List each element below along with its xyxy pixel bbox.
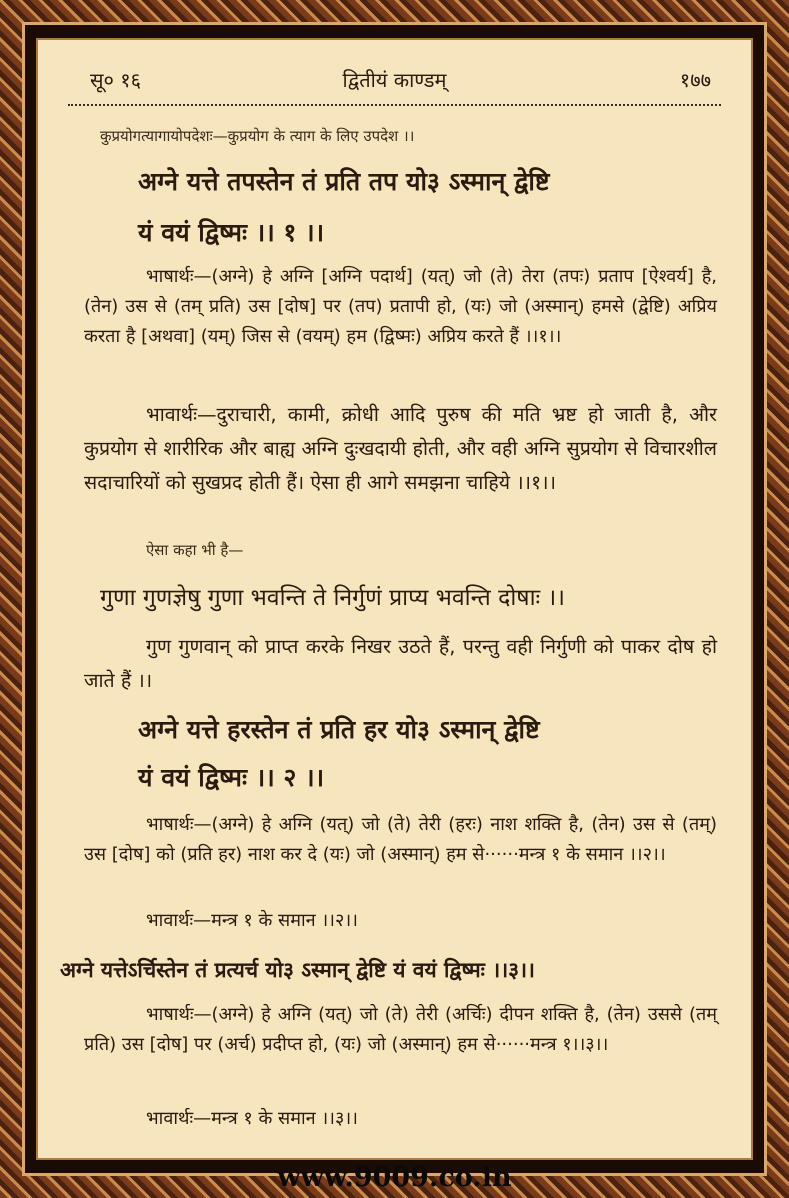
mantra-2-line-2: यं वयं द्विष्मः ।। २ ।।: [138, 763, 325, 792]
sutra-number: सू० १६: [90, 68, 142, 92]
bhashartha-2: भाषार्थः—(अग्ने) हे अग्नि (यत्) जो (ते) तेरी (हरः) नाश शक्ति है, (तेन) उस से (तम्) उस [दोष] को (प्रति हर) नाश कर दे (यः) जो (अस्मान्) हम से······मन्त्र १ के समान ।।२।।: [84, 814, 718, 865]
mantra-3: अग्ने यत्तेऽर्चिस्तेन तं प्रत्यर्च यो३ ऽस्मान् द्वेष्टि यं वयं द्विष्मः ।।३।।: [60, 958, 535, 982]
section-title: द्वितीयं काण्डम्: [342, 68, 447, 92]
quote-intro: ऐसा कहा भी है—: [146, 541, 244, 559]
page-header: [68, 60, 721, 100]
topic-heading: कुप्रयोगत्यागायोपदेशः—कुप्रयोग के त्याग के लिए उपदेश ।।: [100, 127, 415, 145]
mantra-1-line-2: यं वयं द्विष्मः ।। १ ।।: [138, 218, 325, 247]
header-divider: [68, 104, 721, 106]
quote-meaning: गुण गुणवान् को प्राप्त करके निखर उठते हैं, परन्तु वही निर्गुणी को पाकर दोष हो जाते हैं ।।: [84, 635, 717, 692]
mantra-1-line-1: अग्ने यत्ते तपस्तेन तं प्रति तप यो३ ऽस्मान् द्वेष्टि: [138, 167, 550, 196]
bhashartha-3: भाषार्थः—(अग्ने) हे अग्नि (यत्) जो (ते) तेरी (अर्चिः) दीपन शक्ति है, (तेन) उससे (तम् प्रति) उस [दोष] पर (अर्च) प्रदीप्त हो, (यः) जो (अस्मान्) हम से······मन्त्र १।।३।।: [84, 1004, 717, 1055]
bhavartha-1: भावार्थः—दुराचारी, कामी, क्रोधी आदि पुरुष की मति भ्रष्ट हो जाती है, और कुप्रयोग से शारीरिक और बाह्य अग्नि दुःखदायी होती, और वही अग्नि सुप्रयोग से विचारशील सदाचारियों को सुखप्रद होती हैं। ऐसा ही आगे समझना चाहिये ।।१।।: [84, 403, 717, 494]
bhavartha-3: भावार्थः—मन्त्र १ के समान ।।३।।: [146, 1108, 358, 1129]
bhashartha-1: भाषार्थः—(अग्ने) हे अग्नि [अग्नि पदार्थ] (यत्) जो (ते) तेरा (तपः) प्रताप [ऐश्वर्य] है, (तेन) उस से (तम् प्रति) उस [दोष] पर (तप) प्रतापी हो, (यः) जो (अस्मान्) हमसे (द्वेष्टि) अप्रिय करता है [अथवा] (यम्) जिस से (वयम्) हम (द्विष्मः) अप्रिय करते हैं ।।१।।: [84, 266, 717, 347]
quote-verse: गुणा गुणज्ञेषु गुणा भवन्ति ते निर्गुणं प्राप्य भवन्ति दोषाः ।।: [100, 585, 565, 611]
book-page: [36, 38, 753, 1160]
website-url: www.9009.co.in: [277, 1162, 512, 1193]
page-number: १७७: [679, 68, 711, 92]
bhavartha-2: भावार्थः—मन्त्र १ के समान ।।२।।: [146, 910, 358, 931]
mantra-2-line-1: अग्ने यत्ते हरस्तेन तं प्रति हर यो३ ऽस्मान् द्वेष्टि: [138, 715, 540, 744]
